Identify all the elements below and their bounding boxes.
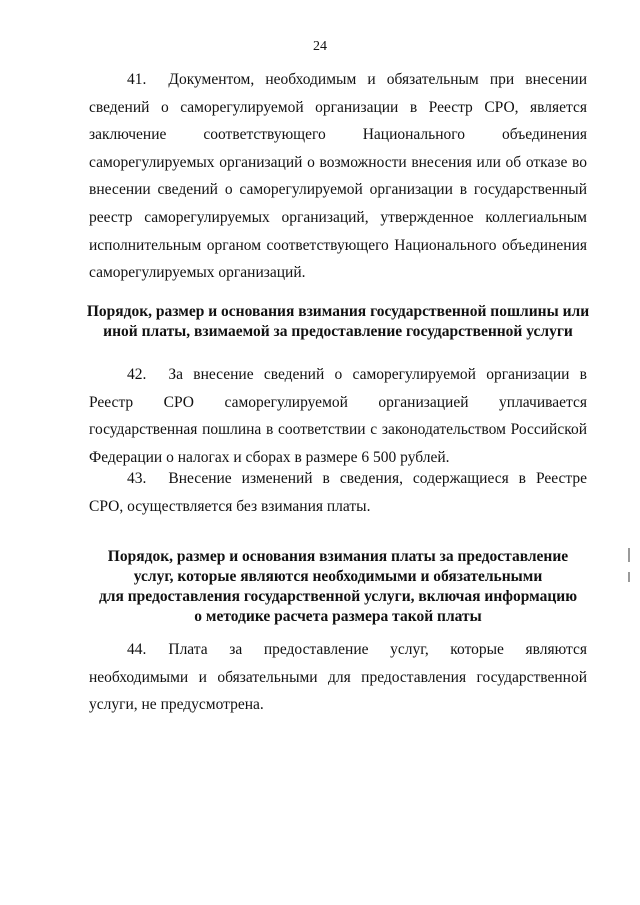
paragraph-42 xyxy=(89,361,587,471)
heading-line: Порядок, размер и основания взимания государственной пошлины или xyxy=(86,303,590,320)
paragraph-text: За внесение сведений о саморегулируемой организации в Реестр СРО саморегулируемой организацией уплачивается государственная пошлина в соответствии с законодательством Российской Федерации о налогах и сборах в размере 6 500 рублей. xyxy=(89,366,587,466)
paragraph-44 xyxy=(89,636,587,719)
scan-edge-mark xyxy=(628,572,630,582)
heading-line: для предоставления государственной услуги, включая информацию xyxy=(98,588,578,605)
paragraph-text: Внесение изменений в сведения, содержащиеся в Реестре СРО, осуществляется без взимания платы. xyxy=(89,470,587,515)
paragraph-number: 41. xyxy=(127,71,147,88)
paragraph-number: 43. xyxy=(127,470,147,487)
paragraph-number: 44. xyxy=(127,641,147,658)
section-heading-state-fee xyxy=(80,302,596,342)
heading-line: услуг, которые являются необходимыми и обязательными xyxy=(133,568,543,585)
paragraph-text: Документом, необходимым и обязательным при внесении сведений о саморегулируемой организации в Реестр СРО, является заключение соответствующего Национального объединения саморегулируемых организаций о возможности внесения или об отказе во внесении сведений о саморегулируемой организации в государственный реестр саморегулируемых организаций, утвержденное коллегиальным исполнительным органом соответствующего Национального объединения саморегулируемых организаций. xyxy=(89,71,587,282)
paragraph-41 xyxy=(89,66,587,287)
paragraph-43 xyxy=(89,465,587,520)
scan-edge-mark xyxy=(628,548,630,562)
heading-line: иной платы, взимаемой за предоставление государственной услуги xyxy=(103,323,573,340)
section-heading-service-fee xyxy=(80,547,596,627)
page-number: 24 xyxy=(313,39,327,54)
paragraph-number: 42. xyxy=(127,366,147,383)
paragraph-text: Плата за предоставление услуг, которые являются необходимыми и обязательными для предоставления государственной услуги, не предусмотрена. xyxy=(89,641,587,714)
heading-line: Порядок, размер и основания взимания платы за предоставление xyxy=(107,548,569,565)
heading-line: о методике расчета размера такой платы xyxy=(194,608,482,625)
